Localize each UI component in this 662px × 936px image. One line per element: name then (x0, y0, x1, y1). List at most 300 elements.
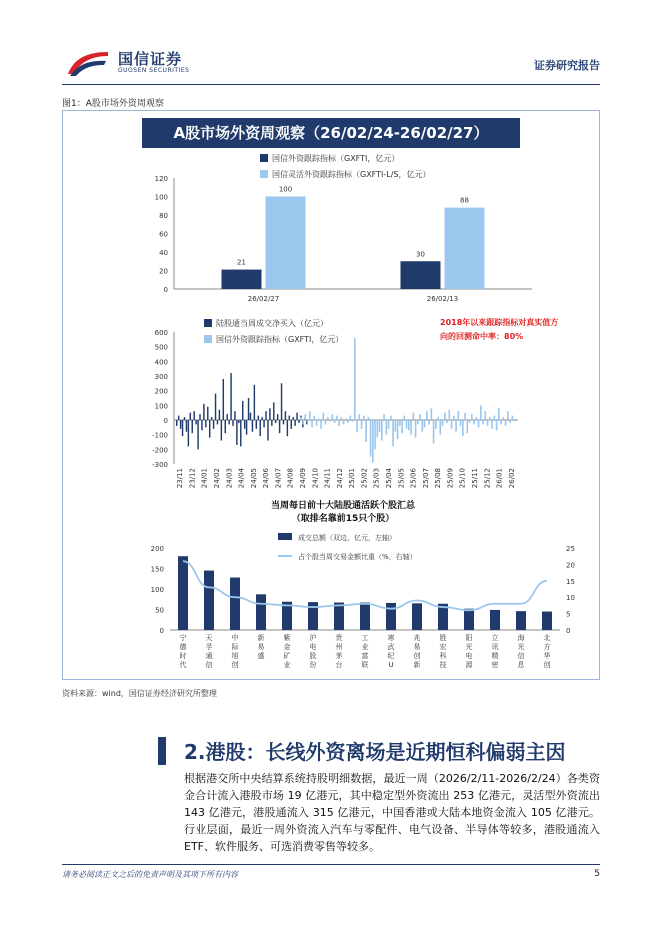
chart2-bar-gxfti (424, 420, 426, 427)
chart2-bar-northbound (188, 420, 189, 446)
chart2-xtick-label: 25/08 (434, 468, 443, 489)
chart3-category-char: 股 (309, 652, 317, 660)
chart2-bar-gxfti (496, 420, 498, 430)
chart3-left-tick-label: 150 (150, 565, 164, 574)
chart2-xtick-label: 25/12 (483, 468, 492, 489)
chart2-bar-northbound (199, 414, 200, 420)
legend-swatch-gxfti-weekly (204, 335, 212, 343)
chart2-xtick-label: 24/01 (200, 468, 209, 489)
chart2-bar-northbound (267, 420, 268, 441)
chart2-bar-gxfti (473, 420, 475, 424)
chart3-category-char: 工 (361, 634, 369, 642)
chart2-bar-northbound (271, 420, 272, 426)
legend-label-gxfti-weekly: 国信外资跟踪指标（GXFTI，亿元） (216, 335, 344, 344)
chart2-bar-gxfti (442, 420, 444, 426)
chart2-bar-northbound (201, 420, 202, 430)
chart2-ytick-label: 600 (154, 329, 168, 337)
chart2-xtick-label: 24/11 (323, 468, 332, 489)
chart2-xtick-label: 23/11 (176, 468, 185, 489)
chart3-category-char: 光 (465, 643, 473, 651)
chart2-bar-northbound (195, 420, 196, 424)
chart2-xtick-label: 24/02 (213, 468, 221, 489)
chart2-bar-gxfti (476, 417, 478, 420)
chart3-category-char: 茅 (335, 652, 343, 660)
chart2-bar-gxfti (300, 417, 302, 420)
chart2-bar-northbound (248, 398, 249, 420)
chart2-bar-gxfti (471, 414, 473, 420)
chart3-category-char: 州 (335, 643, 343, 651)
chart3-bar (178, 556, 188, 630)
section-marker (158, 737, 166, 765)
chart2-bar-gxfti (305, 414, 307, 420)
chart2-bar-gxfti (491, 420, 493, 429)
figure-source: 资料来源：wind，国信证券经济研究所整理 (62, 689, 217, 698)
chart3-category-char: 精 (491, 652, 499, 660)
chart3-category-char: 易 (257, 643, 265, 651)
chart2-ytick-label: 0 (163, 417, 168, 425)
chart2-xtick-label: 25/07 (421, 468, 430, 489)
chart2-bar-northbound (283, 420, 284, 424)
chart1-ytick-label: 60 (159, 230, 168, 239)
chart2-bar-gxfti (494, 416, 496, 420)
chart2-bar-gxfti (419, 414, 421, 420)
chart2-bar-gxfti (302, 420, 304, 424)
chart2-bar-gxfti (462, 420, 464, 436)
chart2-bar-gxfti (392, 420, 394, 446)
chart2-bar-gxfti (309, 411, 311, 420)
chart2-bar-gxfti (338, 420, 340, 426)
chart2-bar-northbound (275, 420, 276, 423)
chart2-bar-gxfti (388, 420, 390, 429)
chart3-category-char: 旭 (231, 652, 239, 660)
chart2-bar-northbound (261, 417, 262, 420)
chart2-bar-gxfti (359, 414, 361, 420)
chart2-bar-northbound (287, 420, 288, 436)
chart2-bar-northbound (246, 420, 247, 435)
chart2-xtick-label: 25/01 (348, 468, 357, 489)
chart3-bar (490, 610, 500, 630)
chart3-category-char: 代 (179, 661, 187, 669)
chart2-bar-gxfti (417, 420, 419, 424)
chart3-category-char: 沪 (309, 634, 317, 642)
chart2-bar-gxfti (356, 420, 358, 432)
chart2-bar-gxfti (433, 420, 435, 443)
chart2-bar-gxfti (323, 413, 325, 420)
disclaimer-note: 请务必阅读正文之后的免责声明及其项下所有内容 (62, 870, 238, 879)
chart2-bar-gxfti (311, 420, 313, 427)
chart2-bar-gxfti (431, 408, 433, 420)
chart3-category-char: 信 (205, 661, 213, 669)
chart2-bar-gxfti (352, 420, 354, 421)
chart2-bar-northbound (263, 420, 264, 427)
chart2-bar-gxfti (464, 413, 466, 420)
chart3-category-char: 阳 (465, 634, 473, 642)
chart3-category-char: 天 (205, 634, 213, 642)
chart3-category-char: 华 (543, 652, 551, 660)
chart3-category-char: 时 (179, 652, 187, 660)
chart2-xtick-label: 24/07 (274, 468, 283, 489)
chart-top-active-stocks (151, 499, 575, 669)
chart1-data-label: 88 (460, 196, 469, 205)
chart3-category-char: 际 (231, 643, 239, 651)
footer-divider (62, 864, 600, 865)
chart3-category-char: 科 (439, 652, 447, 660)
chart2-bar-gxfti (446, 420, 448, 423)
chart2-xtick-label: 24/06 (262, 468, 271, 489)
chart2-bar-northbound (205, 420, 206, 427)
chart2-bar-northbound (292, 417, 293, 420)
chart2-xtick-label: 25/09 (446, 468, 455, 489)
chart2-bar-gxfti (487, 420, 489, 426)
chart1-ytick-label: 40 (159, 249, 168, 257)
chart2-ytick-label: -200 (152, 446, 168, 455)
chart3-category-char: 台 (335, 661, 343, 669)
chart2-xtick-label: 24/05 (249, 468, 258, 489)
chart2-bar-northbound (192, 420, 193, 433)
chart2-xtick-label: 25/05 (397, 468, 406, 489)
chart2-bar-gxfti (345, 419, 347, 420)
chart1-bar (222, 270, 262, 289)
chart2-bar-gxfti (509, 420, 511, 423)
chart2-bar-gxfti (444, 413, 446, 420)
chart2-bar-gxfti (383, 414, 385, 420)
chart2-bar-northbound (279, 420, 280, 433)
chart2-bar-gxfti (395, 420, 397, 432)
chart2-bar-gxfti (503, 417, 505, 420)
chart2-bar-northbound (259, 420, 260, 436)
chart1-category-label: 26/02/27 (247, 295, 280, 303)
page-number: 5 (594, 869, 600, 879)
chart2-bar-northbound (211, 417, 212, 420)
chart3-right-tick-label: 15 (566, 577, 575, 586)
chart2-ytick-label: 300 (154, 373, 168, 381)
chart1-ytick-label: 80 (159, 212, 168, 220)
chart2-bar-gxfti (469, 420, 471, 423)
chart2-bar-gxfti (316, 420, 318, 426)
chart2-bar-gxfti (467, 420, 469, 433)
chart2-bar-gxfti (386, 420, 388, 435)
chart3-category-char: 创 (413, 652, 421, 660)
chart1-data-label: 21 (237, 258, 246, 267)
chart2-bar-gxfti (399, 420, 401, 426)
legend-swatch-northbound (204, 319, 212, 327)
chart2-bar-northbound (230, 373, 231, 420)
chart2-bar-northbound (281, 383, 282, 420)
chart1-ytick-label: 120 (154, 175, 168, 183)
report-type-label: 证券研究报告 (534, 59, 600, 72)
chart2-bar-gxfti (460, 420, 462, 426)
chart2-bar-gxfti (507, 411, 509, 420)
chart2-bar-northbound (240, 420, 241, 446)
chart3-category-char: 胜 (439, 634, 447, 642)
chart2-bar-northbound (219, 410, 220, 420)
chart2-bar-gxfti (480, 405, 482, 420)
chart2-bar-northbound (236, 420, 237, 445)
chart3-category-char: 技 (439, 661, 447, 669)
chart3-right-tick-label: 25 (566, 545, 575, 553)
chart2-bar-gxfti (318, 419, 320, 420)
chart1-ytick-label: 20 (159, 267, 168, 276)
chart3-category-char: 纪 (387, 652, 395, 660)
chart3-category-char: 创 (543, 661, 551, 669)
chart2-bar-gxfti (327, 417, 329, 420)
chart2-xtick-label: 23/12 (188, 468, 197, 489)
chart3-category-char: 武 (387, 643, 395, 651)
legend-swatch-turnover (278, 533, 292, 540)
chart2-xtick-label: 24/10 (311, 468, 320, 489)
chart2-bar-gxfti (332, 414, 334, 420)
chart3-category-char: 密 (491, 661, 499, 669)
chart3-category-char: 宁 (179, 634, 187, 642)
chart2-bar-northbound (294, 420, 295, 426)
chart2-bar-gxfti (401, 420, 403, 433)
chart2-bar-gxfti (413, 413, 415, 420)
chart2-bar-northbound (217, 420, 218, 424)
chart3-right-tick-label: 20 (566, 561, 575, 570)
chart3-category-char: 源 (465, 661, 473, 669)
chart2-bar-gxfti (514, 420, 516, 421)
chart2-bar-gxfti (334, 420, 336, 423)
chart3-category-char: 中 (231, 634, 239, 642)
chart1-data-label: 100 (278, 185, 293, 194)
chart2-bar-gxfti (505, 420, 507, 426)
chart2-bar-gxfti (422, 420, 424, 432)
chart2-bar-gxfti (404, 416, 406, 420)
chart2-bar-northbound (184, 417, 185, 420)
chart3-left-tick-label: 50 (155, 606, 164, 615)
chart3-bar (360, 603, 370, 630)
chart2-bar-gxfti (314, 416, 316, 420)
backtest-annotation-line1: 2018年以来跟踪指标对真实值方 (440, 318, 559, 327)
chart2-bar-northbound (193, 411, 194, 420)
chart2-bar-gxfti (440, 420, 442, 435)
chart2-bar-northbound (258, 416, 259, 420)
chart2-xtick-label: 24/03 (225, 468, 234, 489)
chart1-data-label: 30 (416, 250, 425, 259)
chart2-bar-gxfti (347, 420, 349, 423)
chart2-bar-northbound (244, 420, 245, 429)
chart2-bar-gxfti (336, 416, 338, 420)
chart2-bar-northbound (223, 379, 224, 420)
chart2-bar-northbound (190, 413, 191, 420)
chart2-bar-northbound (289, 416, 290, 420)
chart3-category-char: 金 (283, 643, 291, 651)
chart2-bar-northbound (176, 420, 177, 426)
chart2-bar-northbound (242, 401, 243, 420)
chart1-ytick-label: 100 (154, 193, 168, 202)
figure-title: A股市场外资周观察（26/02/24-26/02/27） (142, 118, 520, 148)
chart2-ytick-label: 500 (154, 343, 168, 352)
chart3-subtitle: （取排名靠前15只个股） (291, 514, 395, 524)
chart2-bar-northbound (203, 404, 204, 420)
chart3-bar (204, 571, 214, 630)
chart2-bar-gxfti (478, 420, 480, 427)
chart2-bar-northbound (254, 385, 255, 420)
chart3-category-char: 联 (361, 661, 369, 669)
chart3-category-char: 富 (361, 652, 369, 660)
chart2-bar-gxfti (428, 420, 430, 424)
chart2-bar-northbound (182, 420, 183, 436)
legend-swatch-gxfti (260, 154, 268, 162)
chart2-bar-northbound (277, 414, 278, 420)
chart2-xtick-label: 25/03 (372, 468, 381, 489)
chart3-title: 当周每日前十大陆股通活跃个股汇总 (270, 501, 416, 511)
chart3-category-char: 宏 (439, 643, 447, 651)
chart2-bar-northbound (221, 420, 222, 441)
chart2-bar-northbound (250, 413, 251, 420)
chart3-category-char: 方 (543, 643, 551, 651)
chart2-bar-gxfti (370, 420, 372, 457)
chart2-xtick-label: 25/10 (458, 468, 467, 489)
chart2-xtick-label: 25/11 (471, 468, 479, 489)
chart2-bar-gxfti (437, 417, 439, 420)
chart3-category-char: 矿 (283, 652, 291, 660)
chart2-bar-gxfti (410, 420, 412, 435)
figure-caption: 图1：A股市场外资周观察 (62, 99, 164, 109)
figure-charts (62, 148, 600, 680)
chart3-category-char: 海 (517, 634, 525, 642)
chart2-bar-northbound (269, 408, 270, 420)
chart3-category-char: 孚 (205, 643, 213, 651)
chart1-category-label: 26/02/13 (426, 295, 459, 303)
chart3-bar (334, 603, 344, 630)
chart2-bar-gxfti (372, 420, 374, 463)
chart3-category-char: 息 (517, 661, 525, 669)
chart2-bar-northbound (232, 420, 233, 426)
chart2-bar-gxfti (341, 417, 343, 420)
chart3-bar (386, 603, 396, 630)
legend-swatch-gxfti-ls (260, 170, 268, 178)
chart2-xtick-label: 26/02 (507, 468, 516, 489)
chart3-right-tick-label: 10 (566, 594, 575, 603)
chart2-bar-gxfti (482, 420, 484, 424)
chart2-bar-northbound (226, 414, 227, 420)
chart3-right-tick-label: 5 (566, 610, 571, 619)
chart2-xtick-label: 25/02 (360, 468, 369, 489)
chart2-bar-northbound (285, 411, 286, 420)
chart2-bar-gxfti (498, 408, 500, 420)
chart3-category-char: 光 (517, 643, 525, 651)
chart2-bar-northbound (234, 411, 235, 420)
chart2-bar-gxfti (449, 410, 451, 420)
chart3-category-char: 寒 (387, 634, 395, 642)
chart3-category-char: 紫 (283, 634, 291, 642)
chart3-bar (542, 612, 552, 630)
chart3-category-char: 立 (491, 634, 499, 642)
chart2-bar-gxfti (329, 420, 331, 421)
chart2-bar-gxfti (406, 420, 408, 429)
chart3-bar (412, 603, 422, 630)
brand-name: 国信证券 (118, 50, 183, 68)
chart2-xtick-label: 24/12 (335, 468, 344, 489)
chart3-right-tick-label: 0 (566, 627, 571, 635)
chart2-bar-gxfti (408, 420, 410, 430)
chart3-category-char: 通 (205, 652, 213, 660)
chart2-xtick-label: 25/04 (385, 468, 393, 489)
chart2-bar-northbound (291, 420, 292, 429)
chart2-bar-gxfti (455, 420, 457, 432)
chart3-category-char: 业 (283, 661, 291, 669)
chart2-bar-gxfti (361, 420, 363, 429)
chart2-bar-gxfti (426, 411, 428, 420)
chart2-bar-gxfti (320, 420, 322, 429)
legend-label-gxfti: 国信外资跟踪指标（GXFTI，亿元） (272, 154, 400, 163)
chart3-category-char: 创 (231, 661, 239, 669)
chart3-bar (464, 609, 474, 630)
chart2-bar-northbound (225, 420, 226, 433)
chart3-left-tick-label: 200 (150, 545, 164, 553)
chart2-bar-gxfti (451, 420, 453, 429)
legend-label-gxfti-ls: 国信灵活外资跟踪指标（GXFTI-L/S，亿元） (272, 170, 431, 179)
chart1-bar (445, 208, 485, 289)
chart2-bar-gxfti (500, 420, 502, 424)
chart2-xtick-label: 26/01 (495, 468, 504, 489)
chart2-bar-gxfti (368, 417, 370, 420)
chart3-bar (256, 594, 266, 630)
chart3-category-char: 盛 (257, 652, 265, 660)
chart2-xtick-label: 24/04 (237, 468, 246, 489)
chart3-category-char: 业 (361, 643, 369, 651)
legend-label-northbound: 陆股通当周成交净买入（亿元） (216, 319, 328, 328)
chart3-category-char: 新 (413, 661, 421, 669)
chart3-category-char: 易 (413, 643, 421, 651)
chart2-bar-gxfti (354, 338, 356, 420)
chart3-category-char: 信 (517, 652, 525, 660)
chart2-bar-northbound (256, 420, 257, 429)
chart3-category-char: 北 (543, 634, 551, 642)
chart3-category-char: U (388, 661, 394, 669)
chart2-bar-gxfti (485, 411, 487, 420)
chart2-bar-gxfti (343, 420, 345, 424)
chart2-bar-northbound (197, 420, 198, 449)
chart2-bar-northbound (178, 416, 179, 420)
chart2-bar-northbound (180, 420, 181, 429)
chart2-bar-northbound (238, 420, 239, 423)
chart2-xtick-label: 24/09 (299, 468, 307, 489)
chart2-bar-northbound (215, 394, 216, 420)
chart3-category-char: 兆 (413, 634, 421, 642)
chart2-bar-northbound (207, 407, 208, 420)
guosen-logo-icon (66, 48, 110, 78)
chart3-left-tick-label: 0 (159, 627, 164, 635)
chart2-bar-gxfti (377, 420, 379, 438)
chart2-bar-gxfti (307, 420, 309, 423)
chart2-bar-gxfti (381, 420, 383, 441)
chart1-ytick-label: 0 (163, 286, 168, 294)
chart3-bar (230, 578, 240, 630)
chart2-bar-northbound (186, 420, 187, 432)
section-body: 根据港交所中央结算系统持股明细数据，最近一周（2026/2/11-2026/2/24）各类资金合计流入港股市场 19 亿港元，其中稳定型外资流出 253 亿港元，灵活型外资流出 143 亿港元，港股通流入 315 亿港元，中国香港或大陆本地资金流入 105 亿港元。行业层面，最近一周外资流入汽车与零配件、电气设备、半导体等较多，港股通流入 ETF、软件服务、可选消费零售等较多。 (184, 772, 600, 853)
chart3-category-char: 新 (257, 634, 265, 642)
chart2-bar-northbound (213, 420, 214, 429)
chart2-bar-gxfti (379, 420, 381, 432)
chart2-bar-northbound (228, 420, 229, 424)
chart3-category-char: 讯 (491, 643, 499, 651)
chart2-bar-gxfti (397, 420, 399, 439)
section-heading: 2.港股：长线外资离场是近期恒科偏弱主因 (184, 740, 566, 764)
chart2-xtick-label: 24/08 (286, 468, 295, 489)
chart2-bar-northbound (209, 420, 210, 438)
chart3-bar (516, 611, 526, 630)
chart1-bar (266, 197, 306, 290)
chart-northbound-flow (152, 317, 558, 488)
chart3-left-tick-label: 100 (150, 586, 164, 594)
brand-name-en: GUOSEN SECURITIES (118, 67, 190, 74)
chart2-bar-gxfti (374, 420, 376, 449)
backtest-annotation-line2: 向的回测命中率：80% (440, 332, 524, 341)
chart2-bar-northbound (296, 413, 297, 420)
chart2-bar-northbound (265, 411, 266, 420)
